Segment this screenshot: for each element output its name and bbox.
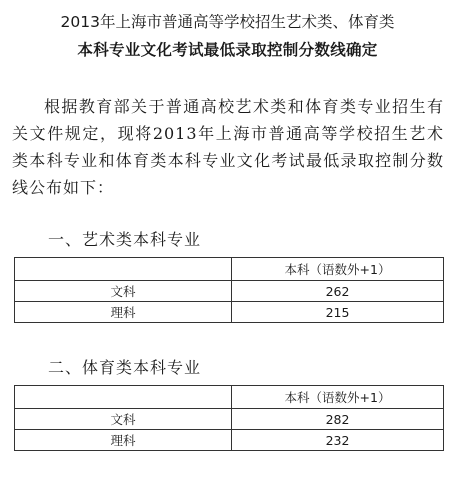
row-label: 理科 bbox=[15, 430, 232, 451]
section-heading-sports: 二、体育类本科专业 bbox=[48, 358, 202, 377]
table-row bbox=[15, 281, 444, 302]
row-value: 232 bbox=[232, 430, 444, 451]
article-title-line1: 2013年上海市普通高等学校招生艺术类、体育类 bbox=[60, 13, 395, 31]
table-header-empty bbox=[15, 258, 232, 281]
table-row bbox=[15, 409, 444, 430]
section-heading-art: 一、艺术类本科专业 bbox=[48, 230, 202, 249]
sports-score-table bbox=[14, 385, 444, 451]
intro-paragraph: 根据教育部关于普通高校艺术类和体育类专业招生有关文件规定，现将2013年上海市普通高等学校招生艺术类本科专业和体育类本科专业文化考试最低录取控制分数线公布如下： bbox=[12, 97, 444, 197]
table-header-empty bbox=[15, 386, 232, 409]
table-header-row bbox=[15, 386, 444, 409]
table-row bbox=[15, 302, 444, 323]
article-title-line2: 本科专业文化考试最低录取控制分数线确定 bbox=[77, 41, 378, 59]
table-header-cell: 本科（语数外+1） bbox=[232, 258, 444, 281]
row-label: 文科 bbox=[15, 281, 232, 302]
table-header-cell: 本科（语数外+1） bbox=[232, 386, 444, 409]
row-value: 282 bbox=[232, 409, 444, 430]
row-label: 理科 bbox=[15, 302, 232, 323]
table-header-row bbox=[15, 258, 444, 281]
row-value: 262 bbox=[232, 281, 444, 302]
art-score-table bbox=[14, 257, 444, 323]
table-row bbox=[15, 430, 444, 451]
row-label: 文科 bbox=[15, 409, 232, 430]
row-value: 215 bbox=[232, 302, 444, 323]
